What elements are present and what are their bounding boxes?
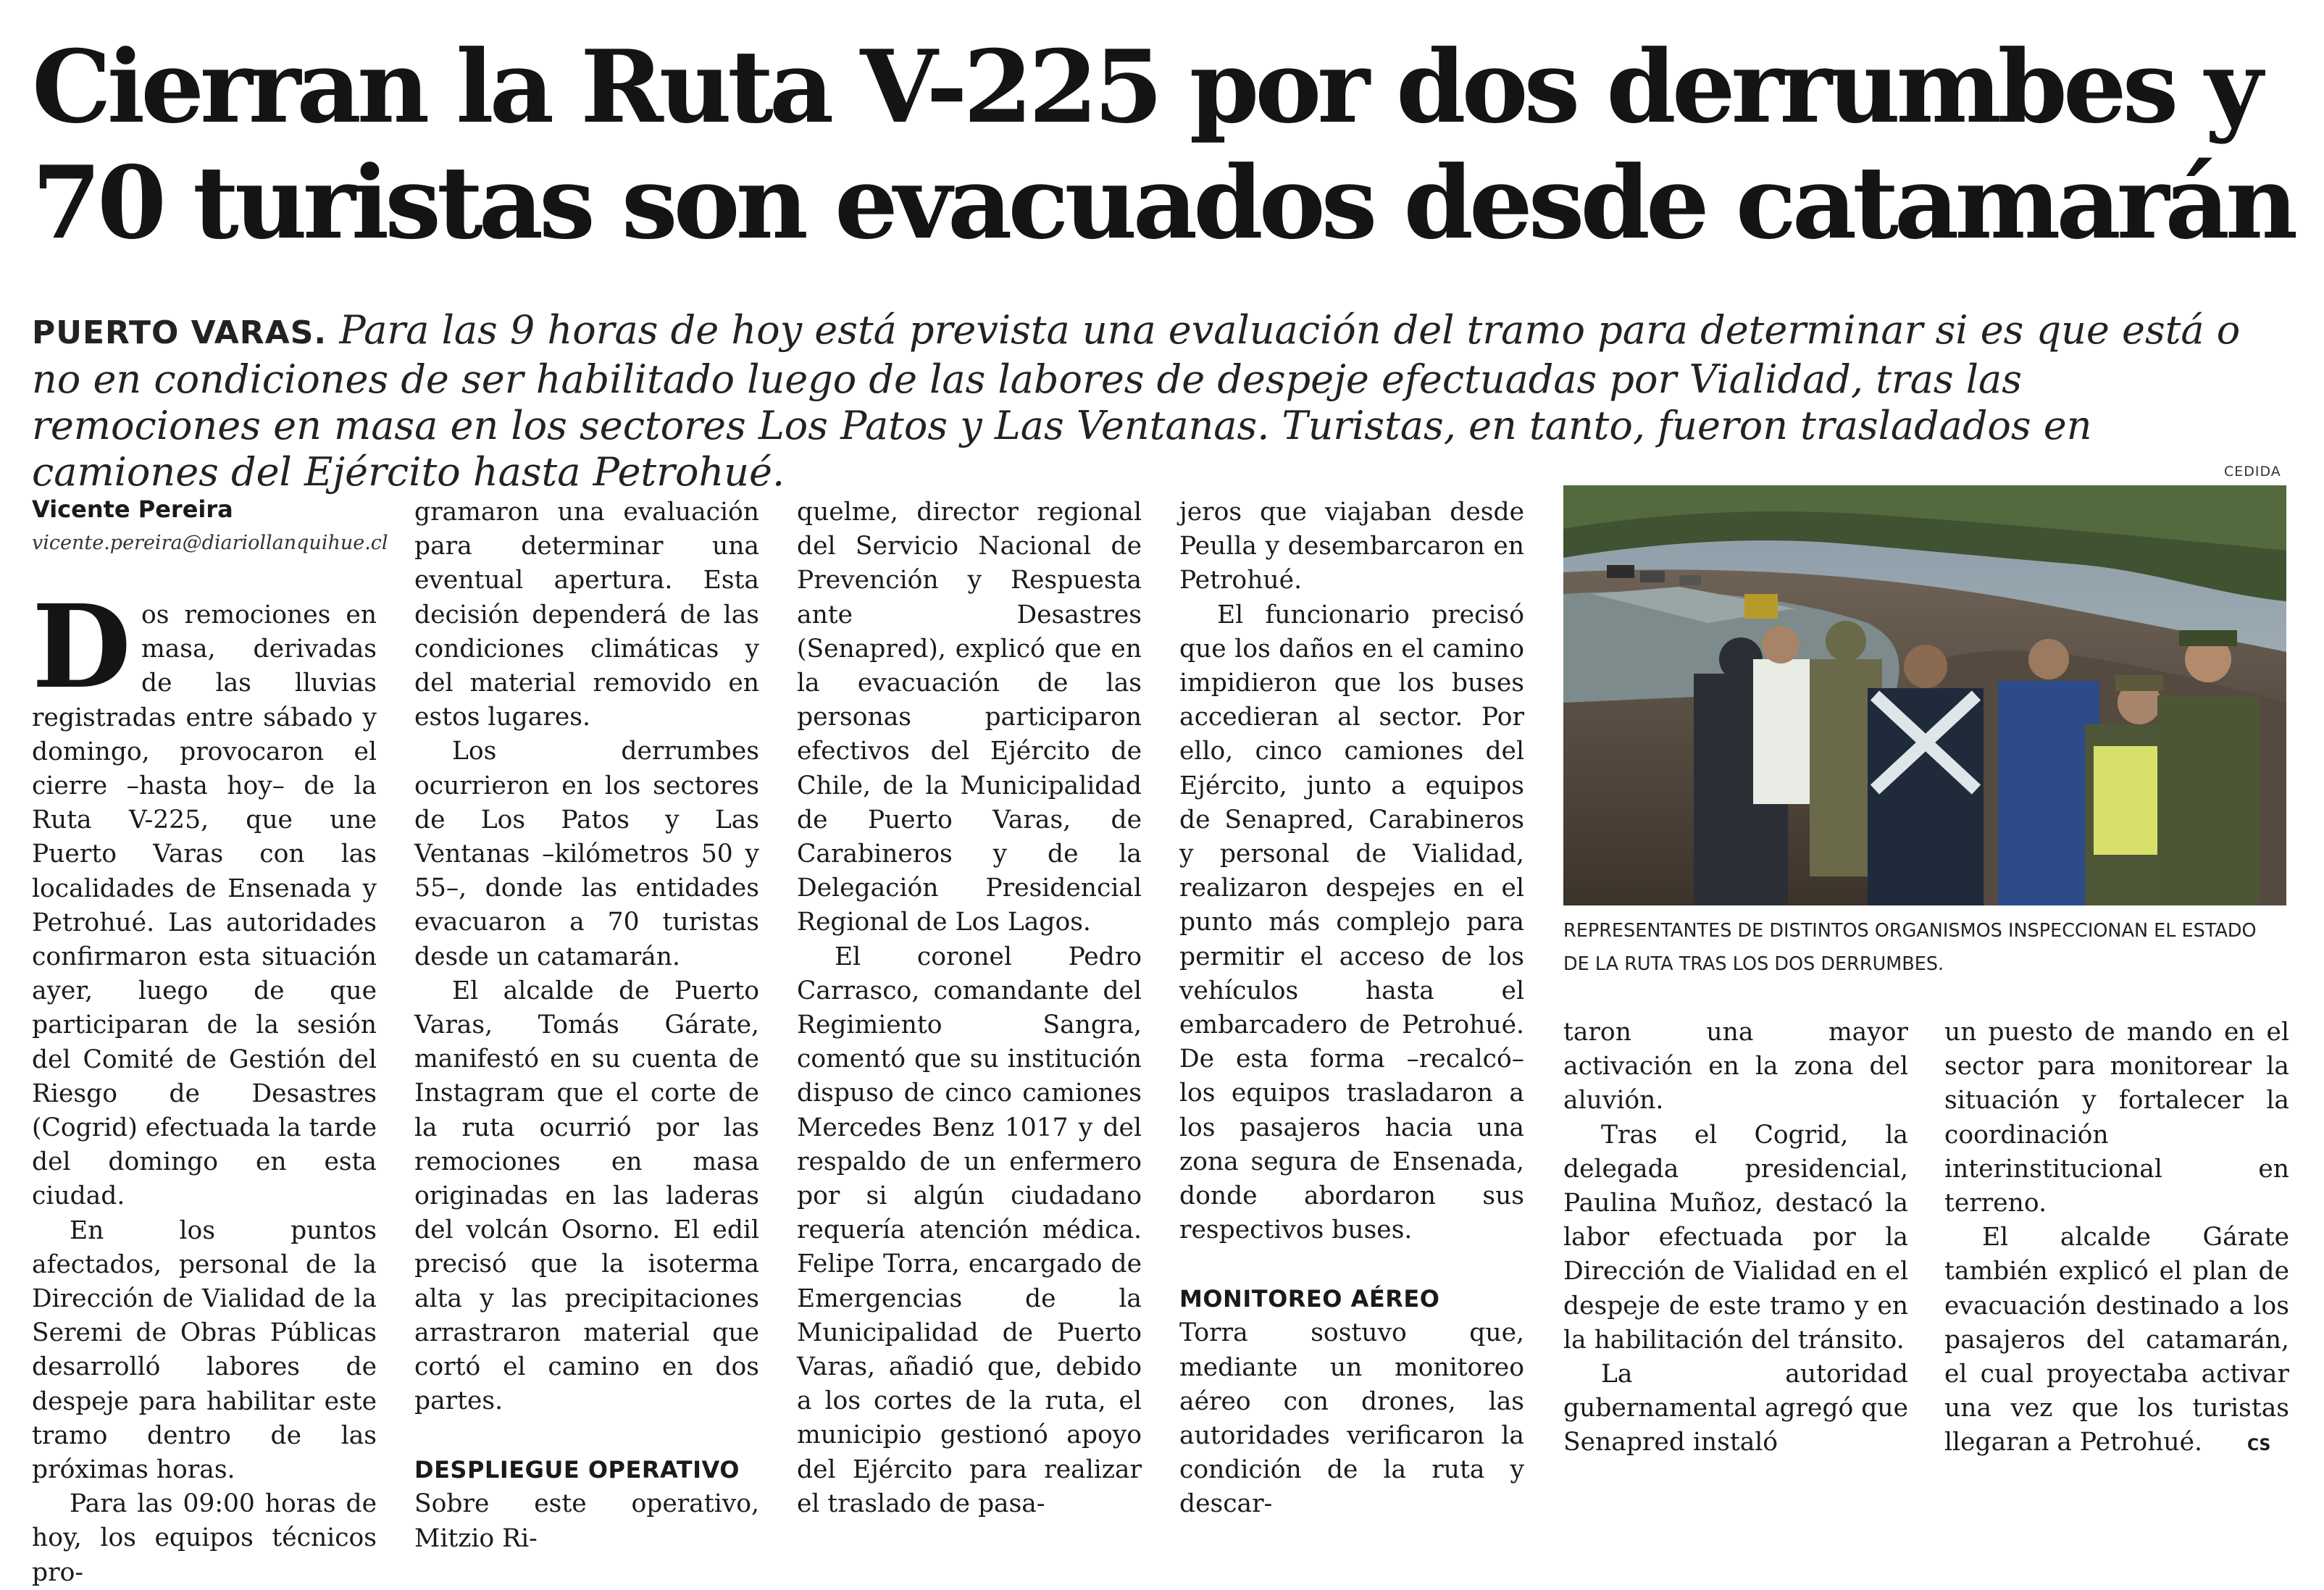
body-column-1: [32, 580, 377, 1590]
author-signoff: CS: [2246, 1436, 2271, 1455]
body-paragraph: Sobre este operativo, Mitzio Ri-: [414, 1489, 759, 1553]
body-paragraph: Torra sostuvo que, mediante un monitoreo aéreo con drones, las autoridades verificaron la condición de la ruta y descar-: [1179, 1318, 1524, 1519]
dateline-place: PUERTO VARAS.: [32, 314, 327, 351]
body-column-4: [1179, 495, 1524, 1522]
body-paragraph: gramaron una evaluación para determinar una eventual apertura. Esta decisión dependerá de las condiciones climáticas y del material removido en estos lugares.: [414, 498, 759, 732]
body-paragraph: El coronel Pedro Carrasco, comandante del Regimiento Sangra, comentó que su institución dispuso de cinco camiones Mercedes Benz 1017 y del respaldo de un enfermero por si algún ciudadano requería atención médica. Felipe Torra, encargado de Emergencias de la Municipalidad de Puerto Varas, añadió que, debido a los cortes de la ruta, el municipio gestionó apoyo del Ejército para realizar el traslado de pasa-: [797, 942, 1142, 1518]
body-paragraph: [1944, 1221, 2289, 1463]
headline-line-1: Cierran la Ruta V-225 por dos derrumbes y: [32, 28, 2259, 146]
body-paragraph: En los puntos afectados, personal de la Dirección de Vialidad de la Seremi de Obras Públicas desarrolló labores de despeje para habilitar este tramo dentro de las próximas horas.: [32, 1215, 377, 1485]
byline: [32, 493, 388, 561]
paragraph-text: os remociones en masa, derivadas de las lluvias registradas entre sábado y domingo, provocaron el cierre –hasta hoy– de la Ruta V-225, que une Puerto Varas con las localidades de Ensenada y Petrohué. Las autoridades confirmaron esta situación ayer, luego de que participaran de la sesión del Comité de Gestión del Riesgo de Desastres (Cogrid) efectuada la tarde del domingo en esta ciudad.: [32, 601, 377, 1211]
photo-credit: CEDIDA: [2224, 464, 2281, 480]
lead-text: Para las 9 horas de hoy está prevista una evaluación del tramo para determinar si es que está o no en condiciones de ser habilitado luego de las labores de despeje efectuadas por Vialidad, tras las remociones en masa en los sectores Los Patos y Las Ventanas. Turistas, en tanto, fueron trasladados en camiones del Ejército hasta Petrohué.: [32, 307, 2241, 495]
headline: [32, 28, 2294, 261]
photo-caption: REPRESENTANTES DE DISTINTOS ORGANISMOS INSPECCIONAN EL ESTADO DE LA RUTA TRAS LOS DOS DERRUMBES.: [1563, 920, 2257, 975]
body-paragraph: El alcalde de Puerto Varas, Tomás Gárate, manifestó en su cuenta de Instagram que el corte de la ruta ocurrió por las remociones en masa originadas en las laderas del volcán Osorno. El edil precisó que la isoterma alta y las precipitaciones arrastraron material que cortó el camino en dos partes.: [414, 976, 759, 1416]
section-subhead: DESPLIEGUE OPERATIVO: [414, 1456, 740, 1484]
paragraph-text: El alcalde Gárate también explicó el plan de evacuación destinado a los pasajeros del catamarán, el cual proyectaba activar una vez que los turistas llegaran a Petrohué.: [1944, 1223, 2289, 1457]
body-paragraph: La autoridad gubernamental agregó que Senapred instaló: [1563, 1360, 1908, 1457]
body-paragraph: [32, 580, 377, 1214]
lead-paragraph: [32, 307, 2241, 495]
body-column-3: [797, 495, 1142, 1521]
body-paragraph: taron una mayor activación en la zona del aluvión.: [1563, 1018, 1908, 1116]
drop-cap: D: [32, 580, 132, 714]
body-column-6: [1944, 1016, 2289, 1463]
body-paragraph: El funcionario precisó que los daños en el camino impidieron que los buses accedieran al sector. Por ello, cinco camiones del Ejército, junto a equipos de Senapred, Carabineros y personal de Vialidad, realizaron despejes en el punto más complejo para permitir el acceso de los vehículos hasta el embarcadero de Petrohué. De esta forma –recalcó– los equipos trasladaron a los pasajeros hacia una zona segura de Ensenada, donde abordaron sus respectivos buses.: [1179, 600, 1524, 1245]
body-paragraph: quelme, director regional del Servicio Nacional de Prevención y Respuesta ante Desastres (Senapred), explicó que en la evacuación de las personas participaron efectivos del Ejército de Chile, de la Municipalidad de Puerto Varas, de Carabineros y de la Delegación Presidencial Regional de Los Lagos.: [797, 498, 1142, 937]
body-paragraph: Para las 09:00 horas de hoy, los equipos técnicos pro-: [32, 1489, 377, 1587]
body-paragraph: Los derrumbes ocurrieron en los sectores de Los Patos y Las Ventanas –kilómetros 50 y 55–, donde las entidades evacuaron a 70 turistas desde un catamarán.: [414, 737, 759, 971]
author-email: vicente.pereira@diariollanquihue.cl: [32, 532, 388, 554]
section-subhead: MONITOREO AÉREO: [1179, 1285, 1440, 1313]
body-column-5: [1563, 1016, 1908, 1460]
news-photo: [1563, 485, 2286, 905]
headline-line-2: 70 turistas son evacuados desde catamarán: [32, 143, 2294, 261]
body-paragraph: jeros que viajaban desde Peulla y desembarcaron en Petrohué.: [1179, 498, 1524, 595]
photo-road-inspection: [1563, 485, 2286, 905]
body-column-2: [414, 495, 759, 1556]
author-name: Vicente Pereira: [32, 495, 233, 523]
body-paragraph: Tras el Cogrid, la delegada presidencial, Paulina Muñoz, destacó la labor efectuada por la Dirección de Vialidad en el despeje de este tramo y en la habilitación del tránsito.: [1563, 1120, 1908, 1355]
body-paragraph: un puesto de mando en el sector para monitorear la situación y fortalecer la coordinación interinstitucional en terreno.: [1944, 1018, 2289, 1218]
